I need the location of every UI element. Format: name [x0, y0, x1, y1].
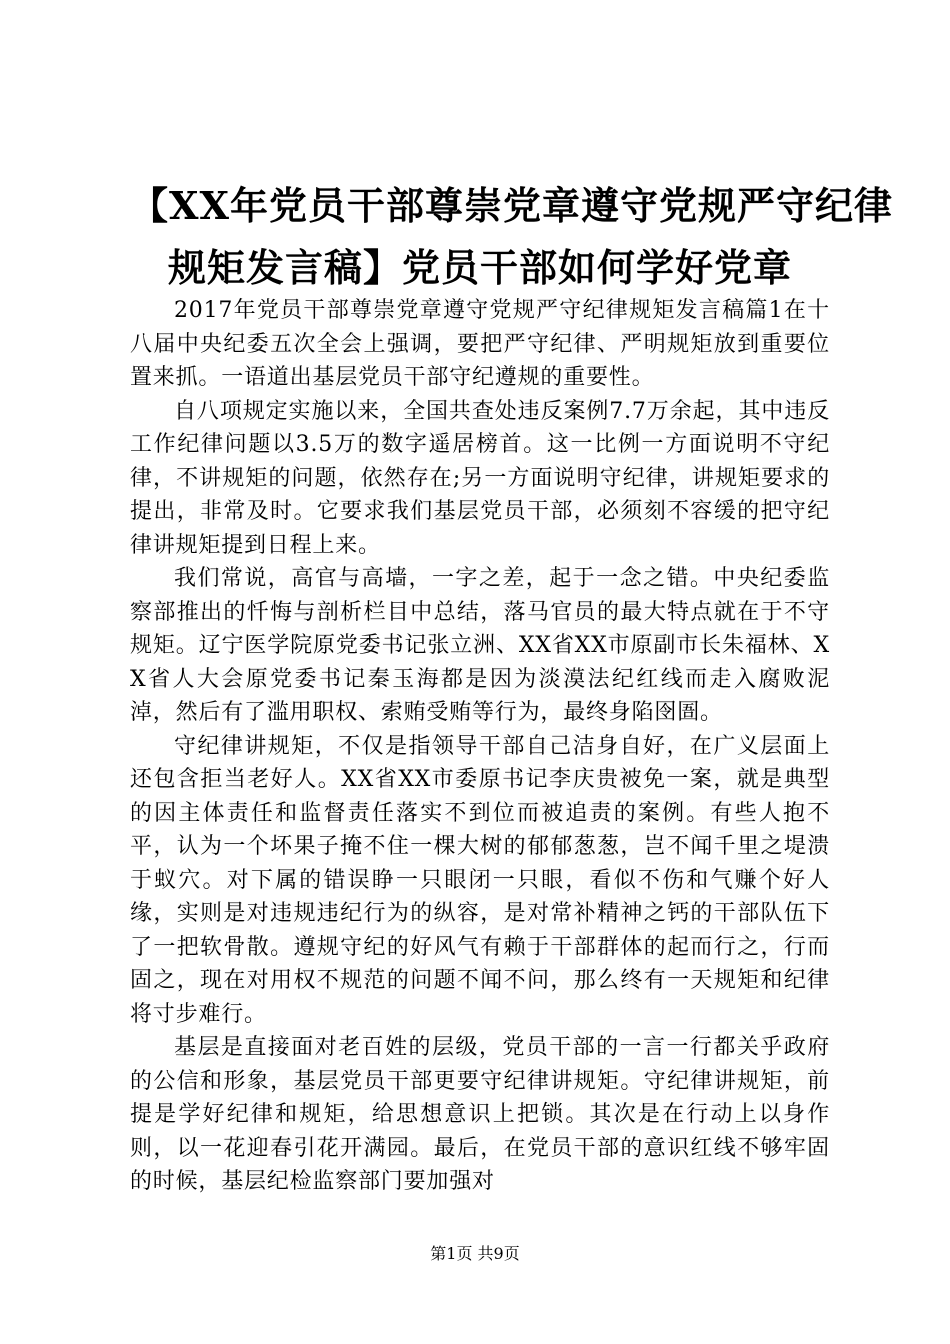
title-line-1: 【XX年党员干部尊崇党章遵守党规严守纪律: [130, 183, 893, 228]
page-footer: [0, 1244, 950, 1264]
document-title: [130, 175, 893, 299]
paragraph: 2017年党员干部尊崇党章遵守党规严守纪律规矩发言稿篇1在十八届中央纪委五次全会上强调，要把严守纪律、严明规矩放到重要位置来抓。一语道出基层党员干部守纪遵规的重要性。: [130, 298, 830, 390]
paragraph: 自八项规定实施以来，全国共查处违反案例7.7万余起，其中违反工作纪律问题以3.5万的数字遥居榜首。这一比例一方面说明不守纪律，不讲规矩的问题，依然存在;另一方面说明守纪律，讲规矩要求的提出，非常及时。它要求我们基层党员干部，必须刻不容缓的把守纪律讲规矩提到日程上来。: [130, 398, 830, 558]
page-number: 第1页 共9页: [430, 1244, 520, 1263]
title-line-2: 规矩发言稿】党员干部如何学好党章: [167, 245, 792, 290]
paragraph: 基层是直接面对老百姓的层级，党员干部的一言一行都关乎政府的公信和形象，基层党员干部更要守纪律讲规矩。守纪律讲规矩，前提是学好纪律和规矩，给思想意识上把锁。其次是在行动上以身作则，以一花迎春引花开满园。最后，在党员干部的意识红线不够牢固的时候，基层纪检监察部门要加强对: [130, 1035, 830, 1194]
document-body: [130, 294, 830, 1199]
paragraph: 我们常说，高官与高墙，一字之差，起于一念之错。中央纪委监察部推出的忏悔与剖析栏目中总结，落马官员的最大特点就在于不守规矩。辽宁医学院原党委书记张立洲、XX省XX市原副市长朱福林、XX省人大会原党委书记秦玉海都是因为淡漠法纪红线而走入腐败泥淖，然后有了滥用职权、索贿受贿等行为，最终身陷囹圄。: [130, 566, 830, 725]
paragraph: 守纪律讲规矩，不仅是指领导干部自己洁身自好，在广义层面上还包含拒当老好人。XX省XX市委原书记李庆贵被免一案，就是典型的因主体责任和监督责任落实不到位而被追责的案例。有些人抱不平，认为一个坏果子掩不住一棵大树的郁郁葱葱，岂不闻千里之堤溃于蚁穴。对下属的错误睁一只眼闭一只眼，看似不伤和气赚个好人缘，实则是对违规违纪行为的纵容，是对常补精神之钙的干部队伍下了一把软骨散。遵规守纪的好风气有赖于干部群体的起而行之，行而固之，现在对用权不规范的问题不闻不问，那么终有一天规矩和纪律将寸步难行。: [130, 733, 830, 1027]
